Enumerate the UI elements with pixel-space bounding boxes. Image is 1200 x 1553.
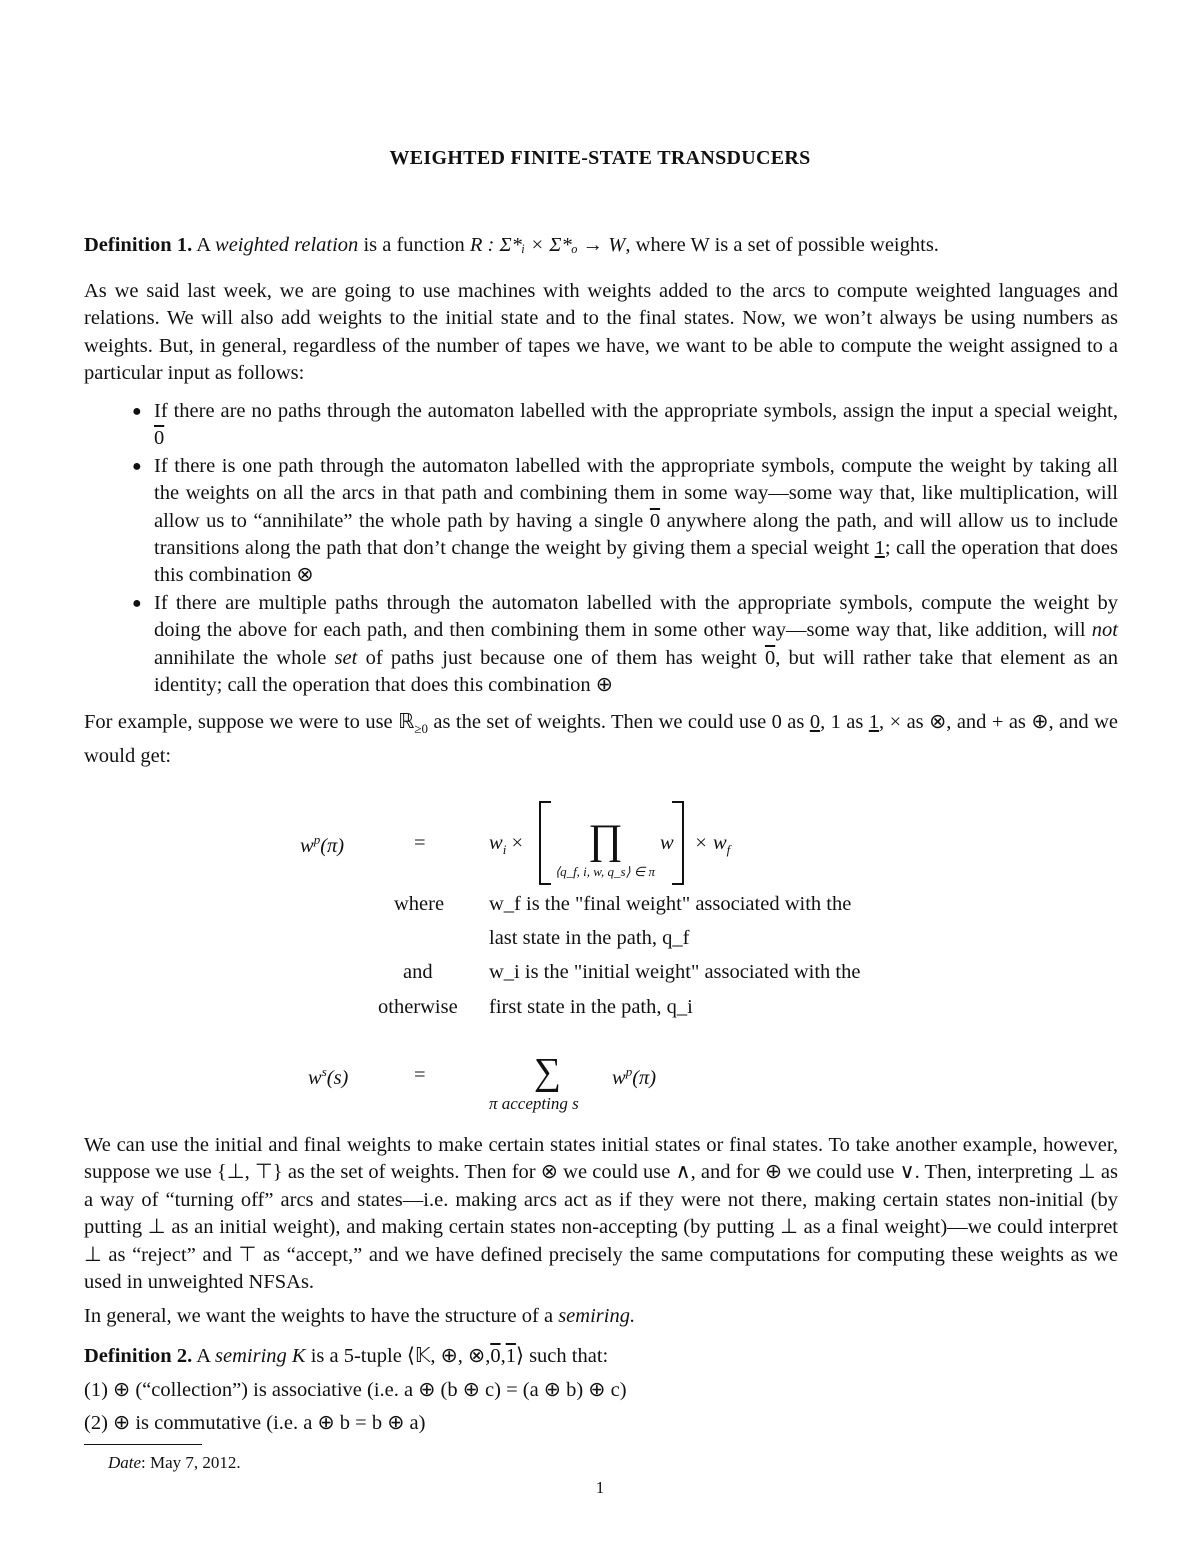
definition-2 [84, 1343, 1118, 1370]
para2-one: 1 [868, 711, 880, 733]
where-text: w_f is the "final weight" associated with the [489, 893, 852, 915]
bullet-item [84, 398, 1118, 453]
paragraph-boolean: We can use the initial and final weights to make certain states initial states or final states. To take another example, however, suppose we use {⊥, ⊤} as the set of weights. Then for ⊗ we could use ∧, and for ⊕ we could use ∨. Then, interpreting ⊥ as a way of “turning off” arcs and states—i.e. making arcs act as if they were not there, making certain states non-initial (by putting ⊥ as an initial weight), and making certain states non-accepting (by putting ⊥ as a final weight)—we could interpret ⊥ as “reject” and ⊤ as “accept,” and we have defined precisely the same computations for computing these weights as we used in unweighted NFSAs. [84, 1134, 1118, 1294]
bullet-2-text-a: If there is one path through the automaton labelled with the appropriate symbols, compute the weight by taking all the weights on all the arcs in that path and combining them in some way—some way that, like multiplication, will allow us to “annihilate” the whole path by having a single [154, 454, 1118, 532]
definition-1 [84, 232, 1118, 259]
equation-1-wf: × $w_f$ [694, 832, 731, 858]
bullet-list [84, 398, 1118, 699]
definition-2-zero: 0 [490, 1345, 501, 1367]
definition-2-post: is a 5-tuple ⟨𝕂, ⊕, ⊗, [310, 1345, 491, 1367]
bullet-3-text-d: , but will rather take that element as an identity; call the operation that does this combination ⊕ [154, 646, 1119, 697]
page-title: WEIGHTED FINITE-STATE TRANSDUCERS [389, 147, 811, 169]
sum-symbol: ∑ [534, 1051, 562, 1093]
left-bracket [539, 801, 551, 885]
definition-2-term: semiring K [215, 1345, 306, 1367]
product-term: w [660, 832, 674, 854]
where-text-2: last state in the path, q_f [489, 927, 690, 949]
bullet-item [84, 453, 1118, 590]
where-label: where [394, 893, 445, 915]
para2-d: , × as ⊗, and + as ⊕, and we would get: [84, 711, 1118, 767]
para2-sub: ≥0 [414, 721, 428, 737]
page-number: 1 [595, 1478, 605, 1497]
footnote-rule [84, 1444, 202, 1445]
definition-1-term: weighted relation [215, 234, 359, 256]
para4-term: semiring. [558, 1305, 636, 1327]
bullet-item [84, 590, 1118, 700]
equation-2-lhs: $w^s(s)$ [308, 1064, 349, 1089]
bullet-icon: ● [132, 594, 142, 612]
semiring-item-1: (1) ⊕ (“collection”) is associative (i.e. a ⊕ (b ⊕ c) = (a ⊕ b) ⊕ c) [84, 1379, 627, 1401]
definition-2-sep: , [500, 1345, 506, 1367]
definition-1-post: , where W is a set of possible weights. [625, 234, 939, 256]
equation-2-equals: = [414, 1064, 426, 1086]
product-subscript: ⟨q_f, i, w, q_s⟩ ∈ π [555, 864, 655, 879]
definition-1-label: Definition 1. [84, 234, 193, 256]
bullet-2-text-c: ; call the operation that does this combination ⊗ [154, 537, 1119, 587]
bullet-icon: ● [132, 403, 142, 420]
bullet-1-text: If there are no paths through the automaton labelled with the appropriate symbols, assign the input a special weight, [154, 400, 1118, 422]
definition-2-end: ⟩ such that: [515, 1345, 609, 1367]
paragraph-intro: As we said last week, we are going to use machines with weights added to the arcs to compute weighted languages and relations. We will also add weights to the initial state and to the final states. Now, we won’t always be using numbers as weights. But, in general, regardless of the number of tapes we have, we want to be able to compute the weight assigned to a particular input as follows: [84, 280, 1118, 385]
and-label: and [403, 961, 433, 983]
definition-2-one: 1 [505, 1345, 516, 1367]
bullet-3-text-a: If there are multiple paths through the automaton labelled with the appropriate symbols, compute the weight by doing the above for each path, and then combining them in some other way—some way that, like addition, will [154, 591, 1118, 642]
paragraph-example [84, 709, 1118, 770]
bullet-3-set: set [334, 646, 358, 669]
para2-c: , 1 as [820, 711, 869, 733]
para2-zero: 0 [809, 711, 821, 733]
bullet-3-text-b: annihilate the whole [154, 646, 327, 669]
footnote [108, 1453, 241, 1473]
paragraph-semiring [84, 1303, 1118, 1330]
equation-1-lhs: $w^p(\pi)$ [300, 832, 345, 857]
definition-1-pre: A [196, 234, 210, 256]
bullet-3-not: not [1091, 619, 1118, 642]
bullet-icon: ● [132, 457, 142, 475]
sum-subscript: π accepting s [489, 1094, 579, 1113]
right-bracket [672, 801, 684, 885]
and-text: w_i is the "initial weight" associated with the [489, 961, 861, 983]
definition-1-formula: R : Σ*ᵢ × Σ*ₒ → W [469, 234, 626, 256]
bullet-2-text-b: anywhere along the path, and will allow us to include transitions along the path that don’t change the weight by giving them a special weight [154, 509, 1119, 560]
otherwise-text: first state in the path, q_i [489, 996, 693, 1018]
bullet-1-symbol: 0 [154, 427, 165, 450]
semiring-item-2: (2) ⊕ is commutative (i.e. a ⊕ b = b ⊕ a) [84, 1412, 426, 1434]
product-symbol: ∏ [588, 817, 623, 863]
footnote-label: Date [108, 1453, 142, 1472]
otherwise-label: otherwise [378, 996, 458, 1018]
bullet-3-zero: 0 [764, 646, 776, 669]
bullet-2-one: 1 [874, 537, 885, 560]
equation-1-wi: $w_i$ × [489, 832, 523, 858]
para2-a: For example, suppose we were to use ℝ [84, 711, 415, 733]
definition-2-pre: A [196, 1345, 210, 1367]
para2-b: as the set of weights. Then we could use 0 as [427, 711, 810, 733]
equation-1-equals: = [414, 832, 426, 854]
definition-2-label: Definition 2. [84, 1345, 193, 1367]
footnote-text: : May 7, 2012. [141, 1453, 241, 1472]
para4-a: In general, we want the weights to have the structure of a [84, 1305, 554, 1327]
definition-1-mid: is a function [363, 234, 465, 256]
bullet-2-zero: 0 [649, 509, 661, 532]
bullet-3-text-c: of paths just because one of them has weight [365, 646, 757, 669]
equation-2-rhs: $w^p(\pi)$ [612, 1064, 657, 1089]
